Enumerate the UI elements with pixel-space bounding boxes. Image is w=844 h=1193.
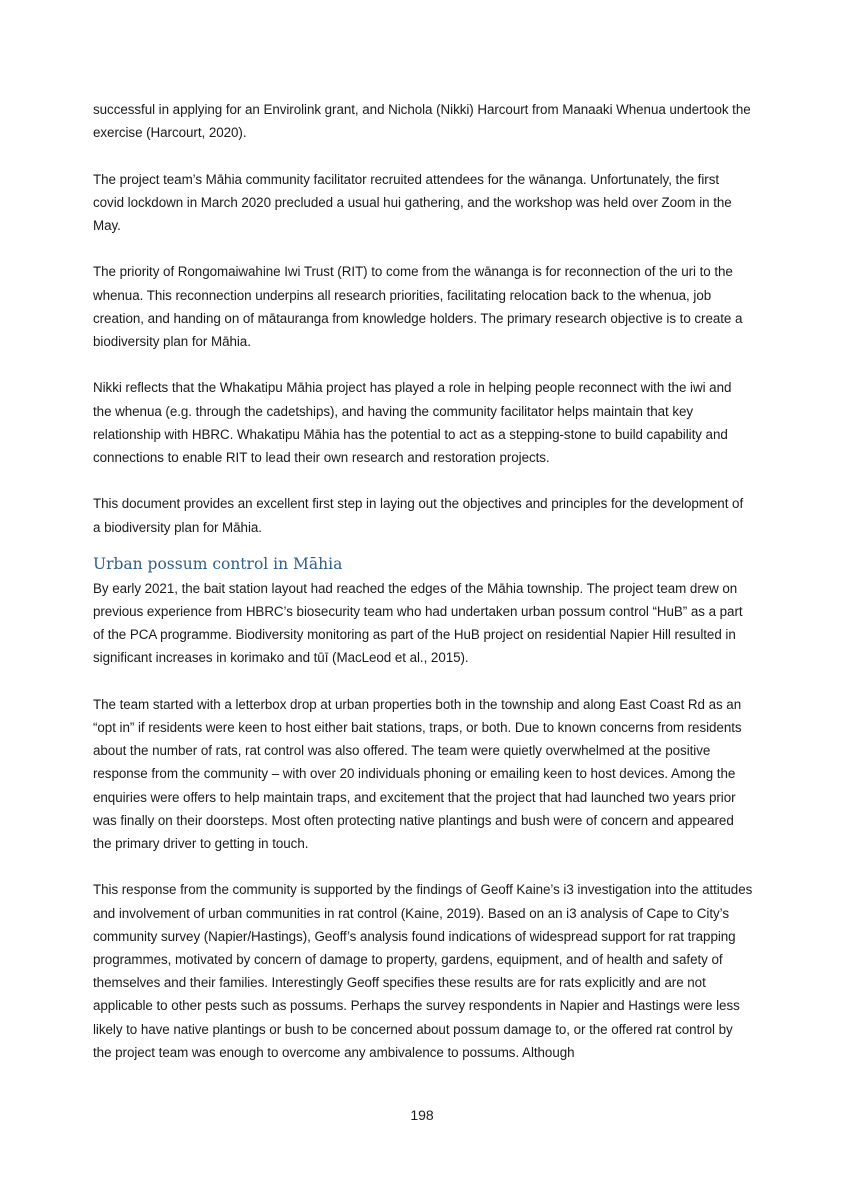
document-page	[93, 98, 753, 1064]
paragraph-3: The priority of Rongomaiwahine Iwi Trust (RIT) to come from the wānanga is for reconnection of the uri to the whenua. This reconnection underpins all research priorities, facilitating relocation back to the whenua, job creation, and handing on of mātauranga from knowledge holders. The primary research objective is to create a biodiversity plan for Māhia.	[93, 264, 743, 349]
paragraph-7: The team started with a letterbox drop at urban properties both in the township and along East Coast Rd as an “opt in” if residents were keen to host either bait stations, traps, or both. Due to known concerns from residents about the number of rats, rat control was also offered. The team were quietly overwhelmed at the positive response from the community – with over 20 individuals phoning or emailing keen to host devices. Among the enquiries were offers to help maintain traps, and excitement that the project that had launched two years prior was finally on their doorsteps. Most often protecting native plantings and bush were of concern and appeared the primary driver to getting in touch.	[93, 696, 742, 852]
paragraph-4: Nikki reflects that the Whakatipu Māhia project has played a role in helping people reconnect with the iwi and the whenua (e.g. through the cadetships), and having the community facilitator helps maintain that key relationship with HBRC. Whakatipu Māhia has the potential to act as a stepping-stone to build capability and connections to enable RIT to lead their own research and restoration projects.	[93, 380, 732, 465]
section-heading: Urban possum control in Māhia	[93, 554, 343, 573]
paragraph-2: The project team’s Māhia community facilitator recruited attendees for the wānanga. Unfortunately, the first covid lockdown in March 2020 precluded a usual hui gathering, and the workshop was held over Zoom in the May.	[93, 171, 732, 233]
paragraph-5: This document provides an excellent first step in laying out the objectives and principles for the development of a biodiversity plan for Māhia.	[93, 496, 744, 535]
paragraph-8: This response from the community is supported by the findings of Geoff Kaine’s i3 investigation into the attitudes and involvement of urban communities in rat control (Kaine, 2019). Based on an i3 analysis of Cape to City’s community survey (Napier/Hastings), Geoff’s analysis found indications of widespread support for rat trapping programmes, motivated by concern of damage to property, gardens, equipment, and of health and safety of themselves and their families. Interestingly Geoff specifies these results are for rats explicitly and are not applicable to other pests such as possums. Perhaps the survey respondents in Napier and Hastings were less likely to have native plantings or bush to be concerned about possum damage to, or the offered rat control by the project team was enough to overcome any ambivalence to possums. Although	[93, 882, 753, 1060]
paragraph-1: successful in applying for an Envirolink grant, and Nichola (Nikki) Harcourt from Manaaki Whenua undertook the exercise (Harcourt, 2020).	[93, 102, 751, 141]
paragraph-6: By early 2021, the bait station layout had reached the edges of the Māhia township. The project team drew on previous experience from HBRC’s biosecurity team who had undertaken urban possum control “HuB” as a part of the PCA programme. Biodiversity monitoring as part of the HuB project on residential Napier Hill resulted in significant increases in korimako and tūī (MacLeod et al., 2015).	[93, 580, 743, 666]
page-number: 198	[410, 1107, 434, 1123]
